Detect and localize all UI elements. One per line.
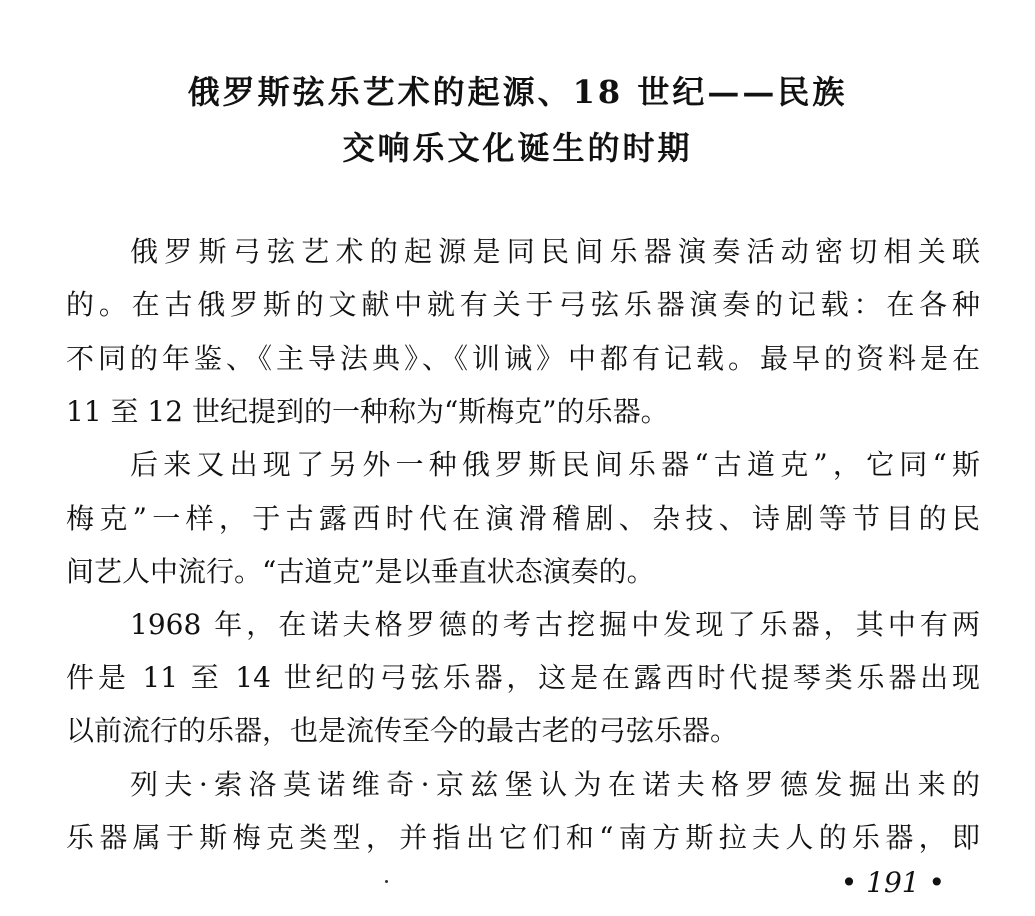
paragraph-1-line-2: 的。在古俄罗斯的文献中就有关于弓弦乐器演奏的记载：在各种 <box>66 288 980 321</box>
paragraph-1-line-4: 11 至 12 世纪提到的一种称为“斯梅克”的乐器。 <box>66 395 669 428</box>
chapter-title-line-1: 俄罗斯弦乐艺术的起源、18 世纪——民族 <box>187 73 848 111</box>
chapter-title-line-2: 交响乐文化诞生的时期 <box>342 129 693 167</box>
paragraph-2-line-3: 间艺人中流行。“古道克”是以垂直状态演奏的。 <box>66 555 655 588</box>
scan-speck <box>385 880 388 883</box>
paragraph-3-line-2: 件是 11 至 14 世纪的弓弦乐器，这是在露西时代提琴类乐器出现 <box>66 661 980 694</box>
paragraph-4-line-1: 列夫·索洛莫诺维奇·京兹堡认为在诺夫格罗德发掘出来的 <box>130 768 980 801</box>
paragraph-3-line-3: 以前流行的乐器，也是流传至今的最古老的弓弦乐器。 <box>66 714 739 747</box>
paragraph-4-line-2: 乐器属于斯梅克类型，并指出它们和“南方斯拉夫人的乐器，即 <box>66 821 980 854</box>
page-number: • 191 • <box>840 866 945 899</box>
paragraph-1-line-3: 不同的年鉴、《主导法典》、《训诫》中都有记载。最早的资料是在 <box>66 342 980 375</box>
paragraph-3-line-1: 1968 年，在诺夫格罗德的考古挖掘中发现了乐器，其中有两 <box>130 608 980 641</box>
paragraph-1-line-1: 俄罗斯弓弦艺术的起源是同民间乐器演奏活动密切相关联 <box>130 235 980 268</box>
paragraph-2-line-2: 梅克”一样，于古露西时代在演滑稽剧、杂技、诗剧等节目的民 <box>66 502 980 535</box>
paragraph-2-line-1: 后来又出现了另外一种俄罗斯民间乐器“古道克”，它同“斯 <box>130 448 980 481</box>
